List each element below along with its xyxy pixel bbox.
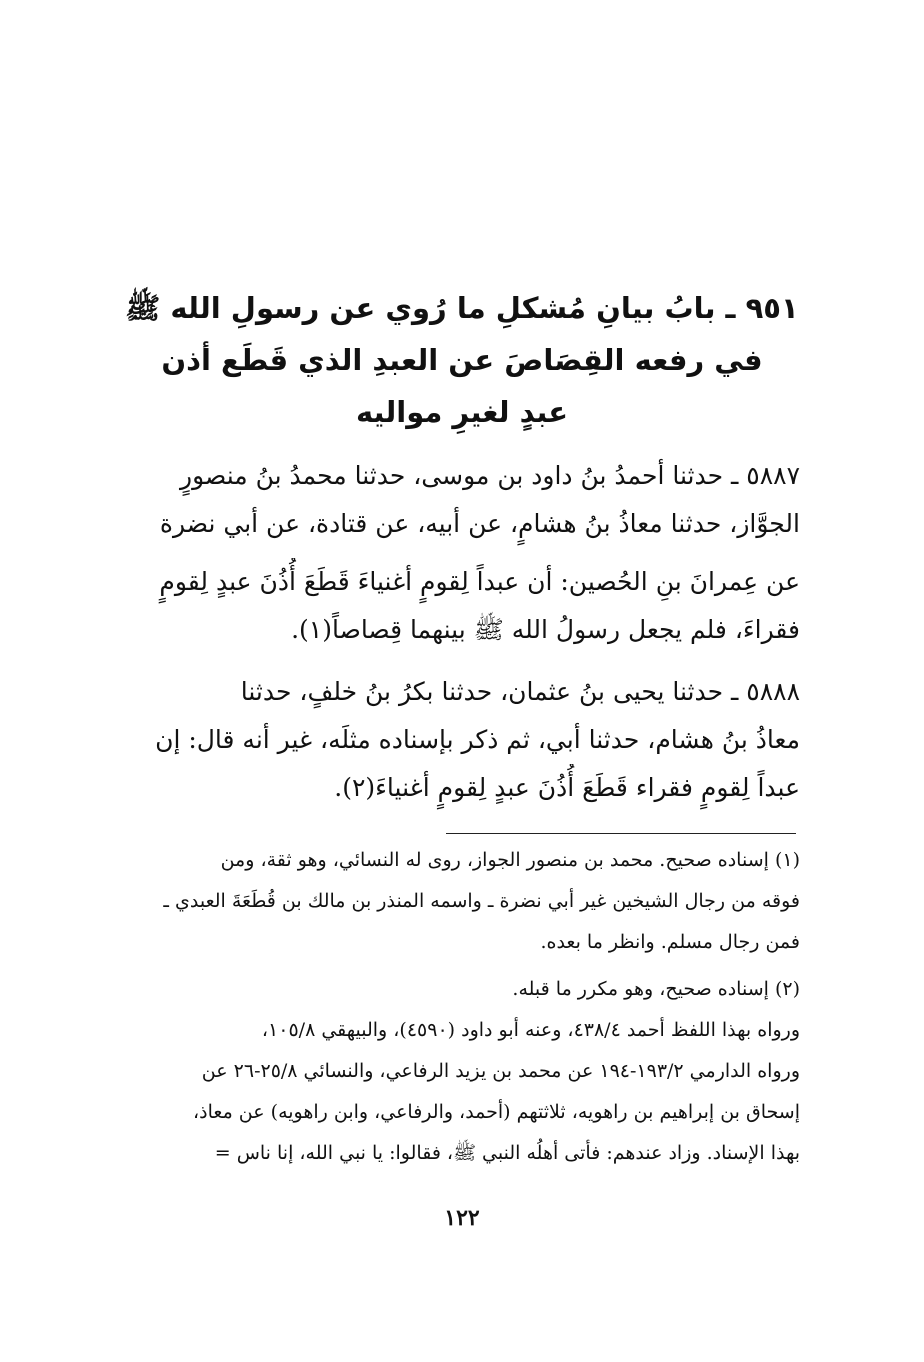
footnote-line: (٢) إسناده صحيح، وهو مكرر ما قبله. (512, 978, 800, 1000)
footnote-line: ورواه الدارمي ١٩٣/٢-١٩٤ عن محمد بن يزيد الرفاعي، والنسائي ٢٥/٨-٢٦ عن (201, 1060, 800, 1082)
text-line: عن عِمرانَ بنِ الحُصين: أن عبداً لِقومٍ أغنياءَ قَطَعَ أُذُنَ عبدٍ لِقومٍ (159, 567, 800, 596)
footnote-divider (446, 833, 796, 834)
footnote-line: فوقه من رجال الشيخين غير أبي نضرة ـ واسمه المنذر بن مالك بن قُطَعَةَ العبدي ـ (163, 890, 800, 912)
text-line: ٥٨٨٨ ـ حدثنا يحيى بنُ عثمان، حدثنا بكرُ بنُ خلفٍ، حدثنا (240, 677, 800, 706)
chapter-title-line-1: ٩٥١ ـ بابُ بيانِ مُشكلِ ما رُوي عن رسولِ الله ﷺ (125, 291, 799, 325)
text-line: ٥٨٨٧ ـ حدثنا أحمدُ بنُ داود بن موسى، حدثنا محمدُ بنُ منصورٍ (180, 461, 800, 490)
hadith-5887-matn (124, 558, 800, 654)
text-line: معاذُ بنُ هشام، حدثنا أبي، ثم ذكر بإسناده مثلَه، غير أنه قال: إن (155, 725, 800, 754)
footnotes (124, 840, 800, 1174)
hadith-5888 (124, 668, 800, 812)
chapter-heading (120, 282, 804, 438)
footnote-line: إسحاق بن إبراهيم بن راهويه، ثلاثتهم (أحمد، والرفاعي، وابن راهويه) عن معاذ، (193, 1101, 800, 1123)
chapter-title-line-2: في رفعه القِصَاصَ عن العبدِ الذي قَطَع أذن (161, 343, 763, 377)
footnote-line: (١) إسناده صحيح. محمد بن منصور الجواز، روى له النسائي، وهو ثقة، ومن (220, 849, 800, 871)
text-line: عبداً لِقومٍ فقراء قَطَعَ أُذُنَ عبدٍ لِقومٍ أغنياءَ(٢). (334, 773, 800, 802)
footnote-line: ورواه بهذا اللفظ أحمد ٤٣٨/٤، وعنه أبو داود (٤٥٩٠)، والبيهقي ١٠٥/٨، (261, 1019, 800, 1041)
hadith-5887-chain (124, 452, 800, 548)
footnote-2 (124, 969, 800, 1174)
text-line: الجوَّاز، حدثنا معاذُ بنُ هشامٍ، عن أبيه، عن قتادة، عن أبي نضرة (159, 509, 800, 538)
footnote-line: بهذا الإسناد. وزاد عندهم: فأتى أهلُه النبي ﷺ، فقالوا: يا نبي الله، إنا ناس = (214, 1142, 800, 1164)
footnote-line: فمن رجال مسلم. وانظر ما بعده. (540, 931, 800, 953)
chapter-title-line-3: عبدٍ لغيرِ مواليه (355, 395, 569, 429)
page-number: ١٢٢ (444, 1205, 480, 1231)
footnote-1 (124, 840, 800, 963)
text-line: فقراءَ، فلم يجعل رسولُ الله ﷺ بينهما قِصاصاً(١). (291, 615, 800, 644)
